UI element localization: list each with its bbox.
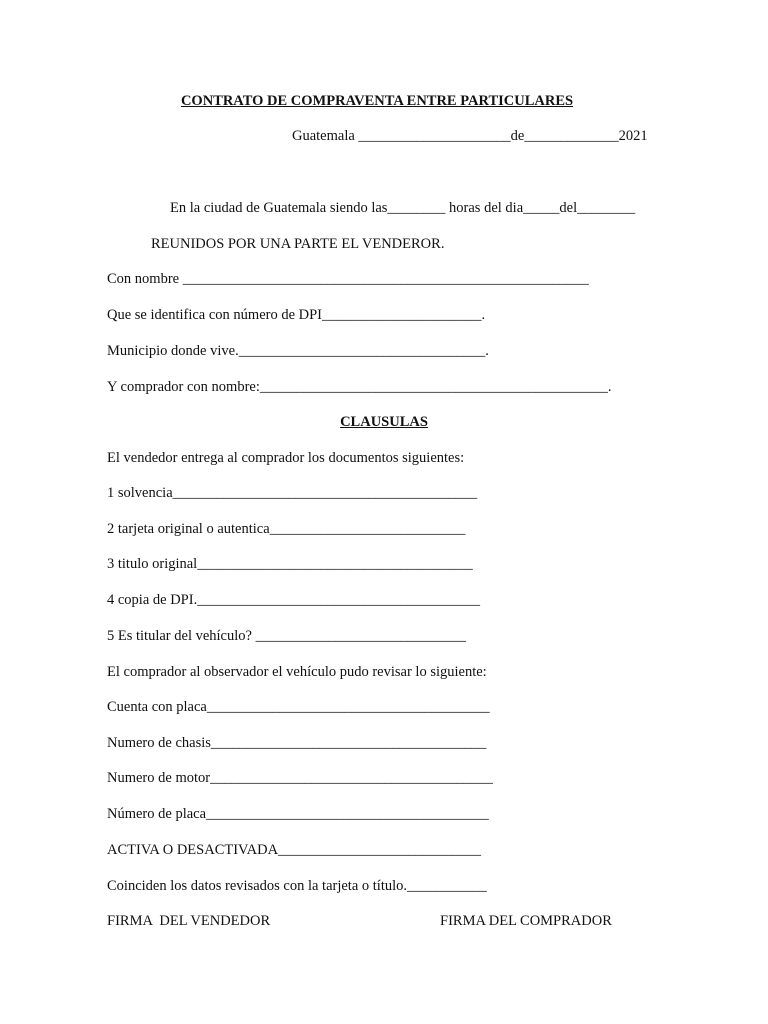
intro-line: En la ciudad de Guatemala siendo las________ horas del dia_____del________	[170, 200, 636, 216]
observation-numero-placa: Número de placa_______________________________________	[107, 806, 489, 822]
observation-motor: Numero de motor_______________________________________	[107, 770, 493, 786]
document-item-titular: 5 Es titular del vehículo? _____________________________	[107, 628, 466, 644]
documents-intro: El vendedor entrega al comprador los documentos siguientes:	[107, 450, 465, 466]
clausulas-heading: CLAUSULAS	[340, 414, 428, 430]
observation-coinciden: Coinciden los datos revisados con la tarjeta o título.___________	[107, 878, 487, 894]
observation-intro: El comprador al observador el vehículo pudo revisar lo siguiente:	[107, 664, 487, 680]
document-item-solvencia: 1 solvencia__________________________________________	[107, 485, 478, 501]
reunidos-line: REUNIDOS POR UNA PARTE EL VENDEROR.	[151, 236, 445, 252]
document-item-tarjeta: 2 tarjeta original o autentica___________________________	[107, 521, 466, 537]
document-item-titulo: 3 titulo original______________________________________	[107, 556, 473, 572]
seller-name-field: Con nombre ________________________________________________________	[107, 271, 589, 287]
document-title: CONTRATO DE COMPRAVENTA ENTRE PARTICULARES	[180, 93, 574, 109]
document-item-dpi: 4 copia de DPI._______________________________________	[107, 592, 480, 608]
seller-signature-label: FIRMA DEL VENDEDOR	[107, 913, 271, 929]
observation-chasis: Numero de chasis______________________________________	[107, 735, 487, 751]
buyer-name-field: Y comprador con nombre:________________________________________________.	[107, 379, 612, 395]
seller-municipality-field: Municipio donde vive.__________________________________.	[107, 343, 489, 359]
date-line: Guatemala _____________________de_____________2021	[292, 128, 648, 144]
buyer-signature-label: FIRMA DEL COMPRADOR	[440, 913, 612, 929]
seller-dpi-field: Que se identifica con número de DPI______________________.	[107, 307, 486, 323]
observation-activa: ACTIVA O DESACTIVADA____________________________	[107, 842, 482, 858]
observation-placa: Cuenta con placa_______________________________________	[107, 699, 490, 715]
